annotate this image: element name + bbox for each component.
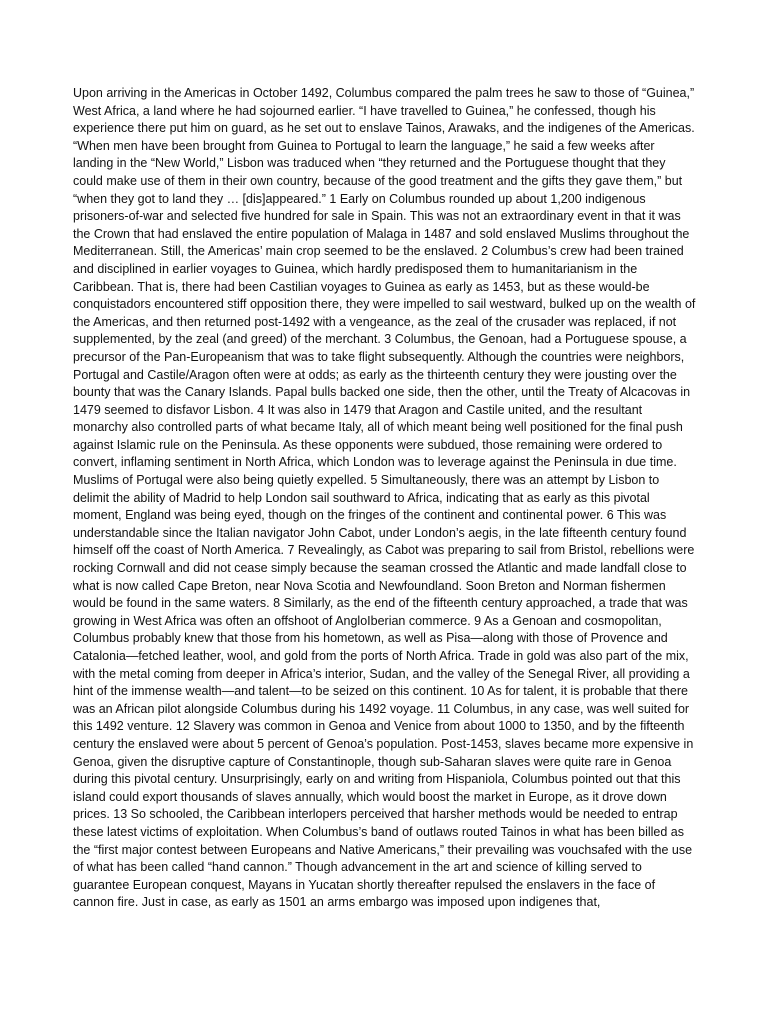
- body-paragraph: Upon arriving in the Americas in October 1492, Columbus compared the palm trees he saw to those of “Guinea,” West Africa, a land where he had sojourned earlier. “I have travelled to Guinea,” he confessed, though his experience there put him on guard, as he set out to enslave Tainos, Arawaks, and the indigenes of the Americas. “When men have been brought from Guinea to Portugal to learn the language,” he said a few weeks after landing in the “New World,” Lisbon was traduced when “they returned and the Portuguese thought that they could make use of them in their own country, because of the good treatment and the gifts they gave them,” but “when they got to land they … [dis]appeared.” 1 Early on Columbus rounded up about 1,200 indigenous prisoners-of-war and selected five hundred for sale in Spain. This was not an extraordinary event in that it was the Crown that had enslaved the entire population of Malaga in 1487 and sold enslaved Muslims throughout the Mediterranean. Still, the Americas’ main crop seemed to be the enslaved. 2 Columbus’s crew had been trained and disciplined in earlier voyages to Guinea, which hardly predisposed them to humanitarianism in the Caribbean. That is, there had been Castilian voyages to Guinea as early as 1453, but as these would-be conquistadors encountered stiff opposition there, they were impelled to sail westward, bulked up on the wealth of the Americas, and then returned post-1492 with a vengeance, as the zeal of the crusader was replaced, if not supplemented, by the zeal (and greed) of the merchant. 3 Columbus, the Genoan, had a Portuguese spouse, a precursor of the Pan-Europeanism that was to take flight subsequently. Although the countries were neighbors, Portugal and Castile/Aragon often were at odds; as early as the thirteenth century they were jousting over the bounty that was the Canary Islands. Papal bulls backed one side, then the other, until the Treaty of Alcacovas in 1479 seemed to disfavor Lisbon. 4 It was also in 1479 that Aragon and Castile united, and the resultant monarchy also controlled parts of what became Italy, all of which meant being well positioned for the final push against Islamic rule on the Peninsula. As these opponents were subdued, those remaining were ordered to convert, inflaming sentiment in North Africa, which London was to leverage against the Peninsula in due time. Muslims of Portugal were also being quietly expelled. 5 Simultaneously, there was an attempt by Lisbon to delimit the ability of Madrid to help London sail southward to Africa, indicating that as early as this pivotal moment, England was being eyed, though on the fringes of the continent and continental power. 6 This was understandable since the Italian navigator John Cabot, under London’s aegis, in the late fifteenth century found himself off the coast of North America. 7 Revealingly, as Cabot was preparing to sail from Bristol, rebellions were rocking Cornwall and did not cease simply because the seaman crossed the Atlantic and made landfall close to what is now called Cape Breton, near Nova Scotia and Newfoundland. Soon Breton and Norman fishermen would be found in the same waters. 8 Similarly, as the end of the fifteenth century approached, a trade that was growing in West Africa was often an offshoot of AngloIberian commerce. 9 As a Genoan and cosmopolitan, Columbus probably knew that those from his hometown, as well as Pisa—along with those of Provence and Catalonia—fetched leather, wool, and gold from the ports of North Africa. Trade in gold was also part of the mix, with the metal coming from deeper in Africa’s interior, Sudan, and the valley of the Senegal River, all providing a hint of the immense wealth—and talent—to be seized on this continent. 10 As for talent, it is probable that there was an African pilot alongside Columbus during his 1492 voyage. 11 Columbus, in any case, was well suited for this 1492 venture. 12 Slavery was common in Genoa and Venice from about 1000 to 1350, and by the fifteenth century the enslaved were about 5 percent of Genoa’s population. Post-1453, slaves became more expensive in Genoa, given the disruptive capture of Constantinople, though sub-Saharan slaves were quite rare in Genoa during this pivotal century. Unsurprisingly, early on and writing from Hispaniola, Columbus pointed out that this island could export thousands of slaves annually, which would boost the market in Europe, as it drove down prices. 13 So schooled, the Caribbean interlopers perceived that harsher methods would be needed to entrap these latest victims of exploitation. When Columbus’s band of outlaws routed Tainos in what has been billed as the “first major contest between Europeans and Native Americans,” their prevailing was vouchsafed with the use of what has been called “hand cannon.” Though advancement in the art and science of killing served to guarantee European conquest, Mayans in Yucatan shortly thereafter repulsed the enslavers in the face of cannon fire. Just in case, as early as 1501 an arms embargo was imposed upon indigenes that,: [73, 86, 696, 910]
